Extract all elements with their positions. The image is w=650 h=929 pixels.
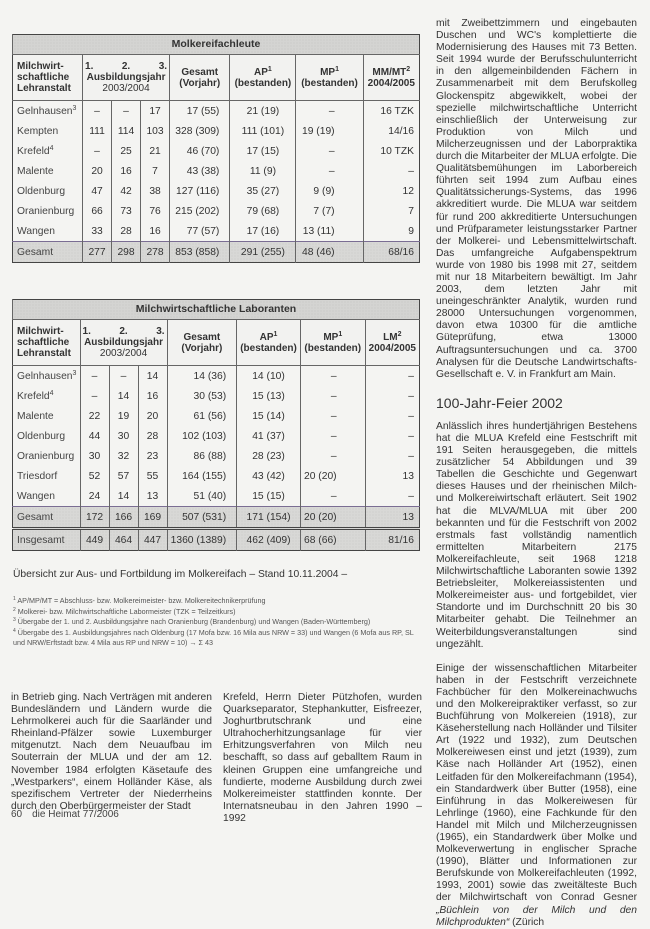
- cell-institution: Kempten: [17, 125, 59, 137]
- cell-year-2: –: [112, 101, 141, 122]
- header-years: 1. 2. 3. Ausbildungsjahr 2003/2004: [83, 55, 170, 101]
- cell-ap: 17 (15): [230, 141, 296, 161]
- cell-year-2: 25: [112, 141, 141, 161]
- cell-institution: Oldenburg: [17, 185, 66, 197]
- cell-mp: –: [300, 446, 365, 466]
- cell-year-1: 449: [80, 529, 109, 551]
- cell-institution: Krefeld$^4$: [17, 389, 54, 402]
- table-row: [13, 201, 420, 221]
- body-column-right: [436, 18, 637, 929]
- header-mp: $MP^1$ (bestanden): [300, 320, 365, 366]
- page-number: 60: [11, 809, 23, 820]
- cell-institution: Gelnhausen$^3$: [17, 104, 77, 117]
- cell-total: 127 (116): [170, 181, 230, 201]
- cell-mp: –: [296, 161, 363, 181]
- cell-ap: 43 (42): [237, 466, 301, 486]
- cell-institution: Gesamt: [13, 242, 83, 263]
- cell-mp: –: [296, 101, 363, 122]
- cell-year-3: 7: [141, 161, 170, 181]
- table-caption: Übersicht zur Aus- und Fortbildung im Molkereifach – Stand 10.11.2004 –: [13, 569, 348, 580]
- cell-year-1: 24: [80, 486, 109, 507]
- table-row: [13, 181, 420, 201]
- cell-total: 1360 (1389): [167, 529, 237, 551]
- header-lm: $LM^2$ 2004/2005: [365, 320, 419, 366]
- cell-mp: –: [300, 486, 365, 507]
- table-molkereifachleute: [12, 34, 420, 263]
- cell-institution: Krefeld$^4$: [17, 144, 54, 157]
- cell-institution: Malente: [17, 410, 54, 422]
- cell-year-1: 22: [80, 406, 109, 426]
- cell-last: 13: [365, 466, 419, 486]
- cell-institution: Wangen: [17, 490, 55, 502]
- cell-ap: 11 (9): [230, 161, 296, 181]
- cell-year-3: 278: [141, 242, 170, 263]
- table-row: [13, 366, 420, 387]
- header-ap: $AP^1$ (bestanden): [237, 320, 301, 366]
- cell-ap: 79 (68): [230, 201, 296, 221]
- cell-mp: –: [300, 386, 365, 406]
- cell-year-3: 16: [138, 386, 167, 406]
- header-mp: $MP^1$ (bestanden): [296, 55, 363, 101]
- cell-year-3: 23: [138, 446, 167, 466]
- table-row: [13, 446, 420, 466]
- table-row: [13, 426, 420, 446]
- cell-year-1: 277: [83, 242, 112, 263]
- cell-ap: 15 (13): [237, 386, 301, 406]
- cell-total: 328 (309): [170, 121, 230, 141]
- cell-year-2: 298: [112, 242, 141, 263]
- table-header: [13, 55, 420, 101]
- cell-last: –: [365, 406, 419, 426]
- cell-year-2: 464: [109, 529, 138, 551]
- table-row: [13, 101, 420, 122]
- cell-mp: 20 (20): [300, 466, 365, 486]
- header-years: 1. 2. 3. Ausbildungsjahr 2003/2004: [80, 320, 167, 366]
- paragraph: Krefeld, Herrn Dieter Pützhofen, wurden Quarkseparator, Stephankutter, Eisfreezer, Joghurtbrutschrank und eine Ultrahocherhitzungsanlage für vier Erhitzungsverfahren von Milch neu beschafft, so dass auf geballtem Raum in kleinen Gruppen eine umfangreiche und fundierte, moderne Ausbildung durch zwei Molkereimeister stattfinden konnte. Der Internatsneubau in den Jahren 1990 – 1992: [223, 692, 422, 824]
- cell-year-3: 20: [138, 406, 167, 426]
- cell-mp: 19 (19): [296, 121, 363, 141]
- cell-total: 853 (858): [170, 242, 230, 263]
- cell-institution: Oranienburg: [17, 205, 75, 217]
- cell-last: –: [365, 366, 419, 387]
- cell-mp: 13 (11): [296, 221, 363, 242]
- cell-mp: –: [300, 406, 365, 426]
- table-row: [13, 161, 420, 181]
- cell-year-3: 103: [141, 121, 170, 141]
- header-total: Gesamt (Vorjahr): [170, 55, 230, 101]
- cell-mp: 48 (46): [296, 242, 363, 263]
- cell-institution: Wangen: [17, 225, 55, 237]
- total-row: [13, 242, 420, 263]
- table-laboranten: [12, 299, 420, 551]
- cell-year-3: 17: [141, 101, 170, 122]
- cell-ap: 15 (15): [237, 486, 301, 507]
- paragraph: Anlässlich ihres hundertjährigen Bestehens hat die MLUA Krefeld eine Festschrift mit 191 Seiten herausgegeben, die mittels zusätzlicher 54 Abbildungen und 39 Tabellen die Geschichte und Gegenwart dieses Hauses und der rheinischen Milch- und Molkereiwirtschaft erläutert. Seit 1902 hat die MLVA/MLUA mit über 200 bekannten und für die Festschrift von 2002 erstmals fast vollständig namentlich ermittelten Mitarbeitern 2175 Molkereifachleute, seit 1968 1218 Milchwirtschaftliche Laboranten sowie 1392 Betriebsleiter, Molkereiassistenten und Molkereimeister aus- und fortgebildet, vier Standorte und im Durchschnitt 20 bis 30 Mitarbeiter gehabt. Die Teilnehmer an Weiterbildungsveranstaltungen sind ungezählt.: [436, 420, 637, 650]
- cell-year-2: 57: [109, 466, 138, 486]
- cell-year-3: 55: [138, 466, 167, 486]
- cell-mp: –: [300, 426, 365, 446]
- cell-ap: 17 (16): [230, 221, 296, 242]
- cell-total: 102 (103): [167, 426, 237, 446]
- book-title: „Büchlein von der Milch und den Milchprodukten“: [436, 904, 637, 928]
- cell-year-1: 44: [80, 426, 109, 446]
- cell-mp: 7 (7): [296, 201, 363, 221]
- cell-year-3: 28: [138, 426, 167, 446]
- cell-last: 14/16: [363, 121, 419, 141]
- cell-year-1: –: [80, 386, 109, 406]
- table-title: Molkereifachleute: [13, 35, 420, 55]
- section-heading: 100-Jahr-Feier 2002: [436, 394, 563, 411]
- cell-year-2: 14: [109, 386, 138, 406]
- cell-last: 12: [363, 181, 419, 201]
- cell-last: –: [365, 486, 419, 507]
- cell-total: 507 (531): [167, 507, 237, 529]
- page-footer: [11, 809, 119, 820]
- cell-ap: 111 (101): [230, 121, 296, 141]
- cell-total: 77 (57): [170, 221, 230, 242]
- cell-total: 164 (155): [167, 466, 237, 486]
- cell-year-1: 47: [83, 181, 112, 201]
- cell-ap: 171 (154): [237, 507, 301, 529]
- table-row: [13, 486, 420, 507]
- cell-total: 46 (70): [170, 141, 230, 161]
- cell-year-2: 16: [112, 161, 141, 181]
- cell-year-3: 14: [138, 366, 167, 387]
- cell-total: 215 (202): [170, 201, 230, 221]
- cell-year-1: 30: [80, 446, 109, 466]
- cell-last: 7: [363, 201, 419, 221]
- publication-name: die Heimat 77/2006: [32, 809, 119, 820]
- footnote: $^1$ AP/MP/MT = Abschluss- bzw. Molkereimeister- bzw. Molkereitechnikerprüfung: [13, 596, 266, 605]
- cell-year-3: 447: [138, 529, 167, 551]
- cell-last: 9: [363, 221, 419, 242]
- cell-year-1: 20: [83, 161, 112, 181]
- header-mm-mt: $MM/MT^2$ 2004/2005: [363, 55, 419, 101]
- cell-year-2: 73: [112, 201, 141, 221]
- table-row: [13, 466, 420, 486]
- cell-last: 10 TZK: [363, 141, 419, 161]
- cell-mp: 9 (9): [296, 181, 363, 201]
- table-row: [13, 121, 420, 141]
- cell-institution: Triesdorf: [17, 470, 58, 482]
- table-row: [13, 386, 420, 406]
- cell-total: 17 (55): [170, 101, 230, 122]
- cell-year-2: 14: [109, 486, 138, 507]
- cell-year-1: 172: [80, 507, 109, 529]
- cell-year-2: 30: [109, 426, 138, 446]
- cell-year-1: –: [80, 366, 109, 387]
- cell-year-2: 32: [109, 446, 138, 466]
- cell-ap: 35 (27): [230, 181, 296, 201]
- cell-ap: 15 (14): [237, 406, 301, 426]
- cell-year-1: 33: [83, 221, 112, 242]
- cell-last: 13: [365, 507, 419, 529]
- footnotes: [13, 596, 423, 649]
- cell-ap: 41 (37): [237, 426, 301, 446]
- cell-last: –: [363, 161, 419, 181]
- cell-year-3: 13: [138, 486, 167, 507]
- cell-ap: 462 (409): [237, 529, 301, 551]
- cell-total: 61 (56): [167, 406, 237, 426]
- cell-institution: Malente: [17, 165, 54, 177]
- cell-mp: 68 (66): [300, 529, 365, 551]
- cell-year-2: 28: [112, 221, 141, 242]
- cell-ap: 21 (19): [230, 101, 296, 122]
- table-row: [13, 406, 420, 426]
- header-ap: $AP^1$ (bestanden): [230, 55, 296, 101]
- cell-ap: 291 (255): [230, 242, 296, 263]
- cell-year-3: 21: [141, 141, 170, 161]
- cell-year-2: 19: [109, 406, 138, 426]
- cell-institution: Insgesamt: [13, 529, 81, 551]
- table-row: [13, 221, 420, 242]
- paragraph: mit Zweibettzimmern und eingebauten Duschen und WC's komplettierte die Modernisierung des Hauses mit 73 Betten. Seit 1994 wurde der Berufsschulunterricht in den allgemeinbildenden Fächern in Zusammenarbeit mit dem Berufskolleg Glockenspitz abgewikkelt, wobei der spezielle milchwirtschaftliche Unterricht einschließlich der Unterweisung zur Produktion von Milch und Milcherzeugnissen und der Laborpraktika durch die Mitarbeiter der MLUA erfolgte. Die Qualitätsbemühungen im Laborbereich führten seit 1994 zum Aufbau eines Qualitätssicherungs-Systems, das 1996 akkreditiert wurde. Die MLUA war seitdem für rund 200 akkreditierte Untersuchungen und Prüfparameter leistungsstarker Partner der Molkerei- und Lebensmittelwirtschaft. Das umfangreiche Aufgabenspektrum wurde von 1980 bis 1998 mit 27, seitdem mit nur 18 Mitarbeitern bewältigt. Im Jahr 2003, dem letzten Jahr mit uneingeschränkter Analytik, wurden rund 28000 Untersuchungen vorgenommen, davon etwa 10300 für die amtliche Güteprüfung, etwa 13000 Auftragsuntersuchungen und ca. 3700 Analysen für die Deutsche Landwirtschafts-Gesellschaft e. V. in Frankfurt am Main.: [436, 18, 637, 380]
- cell-last: 81/16: [365, 529, 419, 551]
- cell-total: 14 (36): [167, 366, 237, 387]
- cell-year-1: –: [83, 141, 112, 161]
- footnote: $^4$ Übergabe des 1. Ausbildungsjahres nach Oldenburg (17 Mofa bzw. 16 Mila aus NRW = 33) und Wangen (6 Mofa aus RP, SL und NRW/Erftstadt bzw. 4 Mila aus RP und NRW = 10) → Σ 43: [13, 627, 414, 647]
- table-title: Milchwirtschaftliche Laboranten: [13, 300, 420, 320]
- table-header: [13, 320, 420, 366]
- body-column-middle: [223, 692, 422, 825]
- cell-year-1: –: [83, 101, 112, 122]
- header-institution: Milchwirt- schaftliche Lehranstalt: [13, 55, 83, 101]
- cell-year-3: 169: [138, 507, 167, 529]
- header-total: Gesamt (Vorjahr): [167, 320, 237, 366]
- cell-year-2: –: [109, 366, 138, 387]
- cell-ap: 14 (10): [237, 366, 301, 387]
- paragraph: in Betrieb ging. Nach Verträgen mit anderen Bundesländern und Ländern wurde die Lehrmolkerei auch für die Saarländer und Rheinland-Pfälzer sowie Luxemburger mitgenutzt. Nach dem Neuaufbau im Souterrain der MLUA und der am 12. November 1984 erfolgten Käsetaufe des „Westparkers“, einem Holländer Käse, als spezifischem Vertreter der Niederrheins durch den Oberbürgermeister der Stadt: [11, 692, 212, 812]
- grand-row: [13, 529, 420, 551]
- cell-institution: Gelnhausen$^3$: [17, 369, 77, 382]
- footnote: $^3$ Übergabe der 1. und 2. Ausbildungsjahre nach Oranienburg (Brandenburg) und Wangen (Baden-Württemberg): [13, 617, 371, 626]
- cell-year-1: 52: [80, 466, 109, 486]
- cell-total: 30 (53): [167, 386, 237, 406]
- cell-last: 68/16: [363, 242, 419, 263]
- cell-mp: –: [296, 141, 363, 161]
- paragraph: Einige der wissenschaftlichen Mitarbeiter haben in der Festschrift verzeichnete Fachbücher für den Molkereinachwuchs und den Molkereipraktiker verfasst, so zur Buchführung von Molkereien (1918), zur Käseherstellung nach Holländer und Tilsiter Art (1922 und 1932), zum Deutschen Molkereiwesen einst und jetzt (1939), zum Käse nach Holländer Art (1952), einen Leitfaden für den Molkereifachmann (1954), ein Standardwerk über Butter (1958), eine Einführung in das Molkereiwesen für Lehrlinge (1960), eine Fachkunde für den Handel mit Milch und Milcherzeugnissen (1965), ein Standardwerk über Molke und Molkeverwertung in englischer Sprache (1990), Blätter und Informationen zur Berufskunde von Molkereifachleuten (1992, 1993, 2001) sowie das zweitälteste Buch der Milchwirtschaft von Conrad Gesner „Büchlein von der Milch und den Milchprodukten“ (Zürich: [436, 662, 637, 928]
- cell-year-3: 76: [141, 201, 170, 221]
- cell-last: –: [365, 386, 419, 406]
- cell-total: 43 (38): [170, 161, 230, 181]
- cell-last: –: [365, 446, 419, 466]
- cell-total: 51 (40): [167, 486, 237, 507]
- cell-total: 86 (88): [167, 446, 237, 466]
- table-row: [13, 141, 420, 161]
- cell-institution: Oranienburg: [17, 450, 75, 462]
- header-institution: Milchwirt- schaftliche Lehranstalt: [13, 320, 81, 366]
- total-row: [13, 507, 420, 529]
- cell-mp: 20 (20): [300, 507, 365, 529]
- cell-year-2: 114: [112, 121, 141, 141]
- cell-last: –: [365, 426, 419, 446]
- cell-year-1: 111: [83, 121, 112, 141]
- cell-mp: –: [300, 366, 365, 387]
- body-column-left: [11, 692, 212, 813]
- cell-year-2: 166: [109, 507, 138, 529]
- cell-institution: Oldenburg: [17, 430, 66, 442]
- cell-ap: 28 (23): [237, 446, 301, 466]
- cell-year-3: 16: [141, 221, 170, 242]
- cell-institution: Gesamt: [13, 507, 81, 529]
- cell-year-1: 66: [83, 201, 112, 221]
- cell-year-2: 42: [112, 181, 141, 201]
- cell-year-3: 38: [141, 181, 170, 201]
- footnote: $^2$ Molkerei- bzw. Milchwirtschaftliche Labormeister (TZK = Teilzeitkurs): [13, 606, 236, 616]
- cell-last: 16 TZK: [363, 101, 419, 122]
